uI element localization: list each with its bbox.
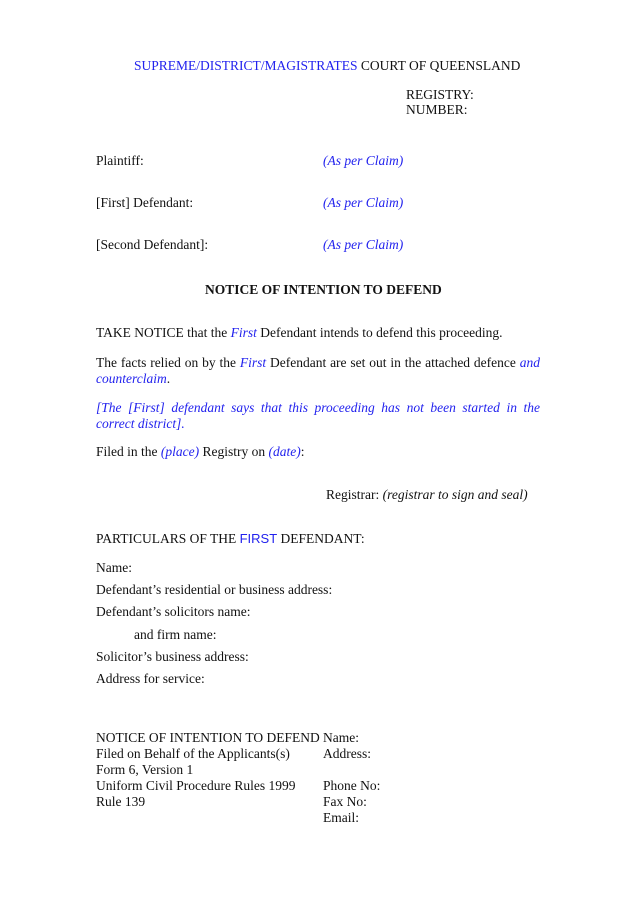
court-type: SUPREME/DISTRICT/MAGISTRATES — [134, 58, 358, 73]
registrar-label: Registrar: — [326, 487, 383, 502]
footer-phone-label: Phone No: — [323, 778, 381, 793]
text: Defendant intends to defend this proceeding. — [256, 325, 503, 340]
text: TAKE NOTICE that the — [96, 325, 231, 340]
document-title: NOTICE OF INTENTION TO DEFEND — [205, 282, 442, 297]
court-name: COURT OF QUEENSLAND — [357, 58, 521, 73]
paragraph-filed — [96, 444, 304, 460]
party-value-second-defendant: (As per Claim) — [323, 237, 404, 252]
field-solicitor-business-address: Solicitor’s business address: — [96, 649, 249, 664]
paragraph-district: [The [First] defendant says that this proceeding has not been started in the correct district]. — [96, 400, 540, 431]
registrar-signature — [326, 487, 528, 503]
paragraph-take-notice — [96, 325, 502, 341]
footer-right — [323, 730, 380, 826]
field-address-for-service: Address for service: — [96, 671, 205, 686]
text: Filed in the — [96, 444, 161, 459]
party-label-plaintiff: Plaintiff: — [96, 153, 144, 168]
text: Registry on — [199, 444, 269, 459]
registrar-instruction: (registrar to sign and seal) — [382, 487, 528, 502]
footer-address-label: Address: — [323, 746, 371, 761]
footer-filed-on-behalf: Filed on Behalf of the Applicants(s) — [96, 746, 290, 761]
placeholder-first: FIRST — [239, 531, 278, 546]
footer-rule-number: Rule 139 — [96, 794, 146, 809]
footer-left — [96, 730, 320, 810]
footer-spacer — [323, 762, 380, 778]
footer-email-label: Email: — [323, 810, 359, 825]
particulars-heading — [96, 531, 365, 547]
field-solicitors-name: Defendant’s solicitors name: — [96, 604, 251, 619]
text: . — [166, 371, 171, 386]
field-defendant-address: Defendant’s residential or business address: — [96, 582, 333, 597]
placeholder-first: First — [239, 355, 267, 370]
party-value-plaintiff: (As per Claim) — [323, 153, 404, 168]
text: DEFENDANT: — [277, 531, 365, 546]
footer-rules: Uniform Civil Procedure Rules 1999 — [96, 778, 296, 793]
placeholder-first: First — [230, 325, 257, 340]
footer-name-label: Name: — [323, 730, 359, 745]
paragraph-facts — [96, 355, 540, 387]
footer-form-version: Form 6, Version 1 — [96, 762, 194, 777]
placeholder-counterclaim: and counterclaim — [96, 355, 540, 386]
party-label-second-defendant: [Second Defendant]: — [96, 237, 209, 252]
text: Defendant are set out in the attached defence — [266, 355, 520, 370]
placeholder-place: (place) — [160, 444, 200, 459]
text: The facts relied on by the — [96, 355, 240, 370]
footer-form-title: NOTICE OF INTENTION TO DEFEND — [96, 730, 320, 745]
text: PARTICULARS OF THE — [96, 531, 240, 546]
court-heading — [134, 58, 520, 74]
text: : — [300, 444, 305, 459]
number-label: NUMBER: — [406, 102, 468, 117]
party-value-first-defendant: (As per Claim) — [323, 195, 404, 210]
registry-label: REGISTRY: — [406, 87, 474, 102]
field-name: Name: — [96, 560, 132, 575]
placeholder-date: (date) — [268, 444, 301, 459]
field-firm-name: and firm name: — [134, 627, 217, 642]
footer-fax-label: Fax No: — [323, 794, 367, 809]
party-label-first-defendant: [First] Defendant: — [96, 195, 194, 210]
